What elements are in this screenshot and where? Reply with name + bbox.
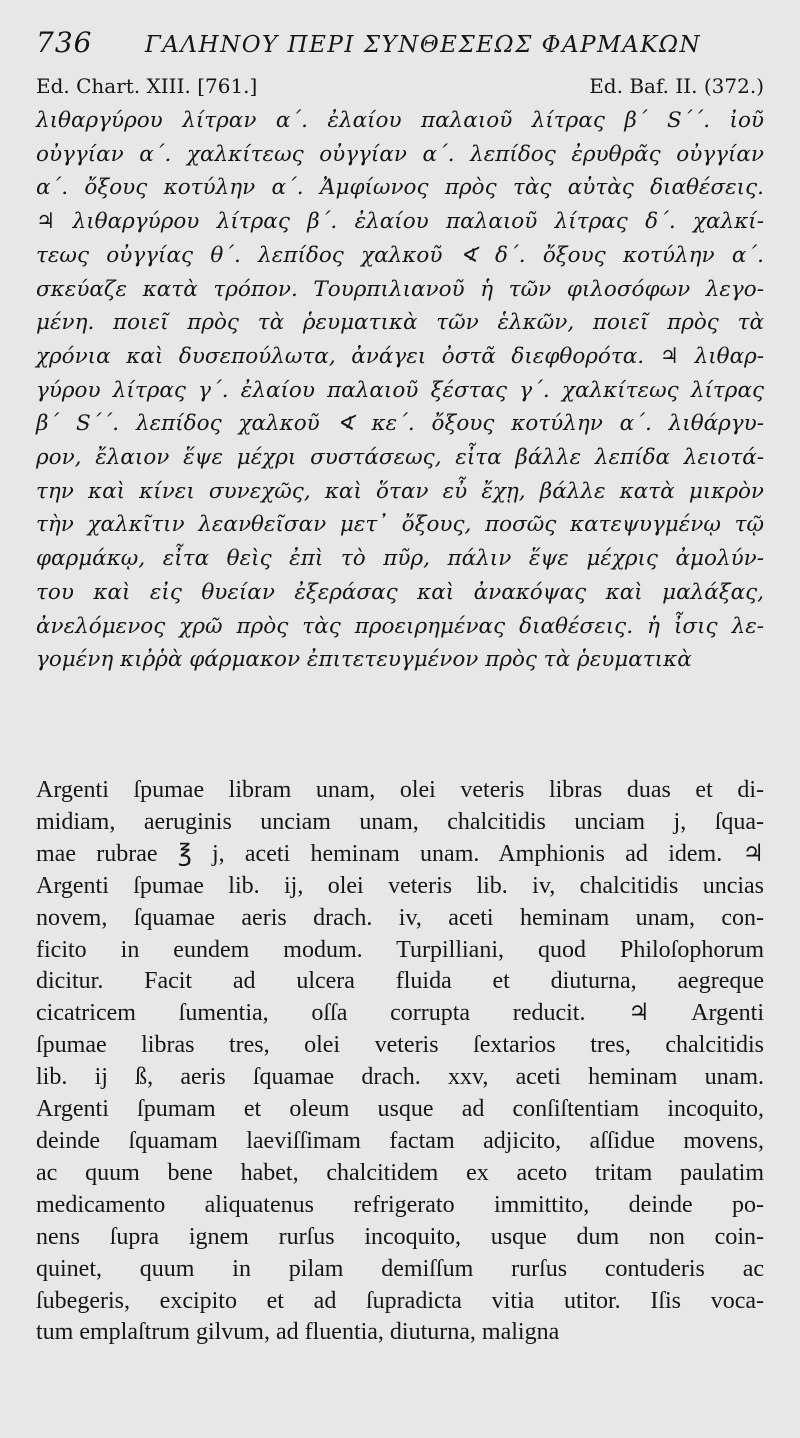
latin-text-line: nens ſupra ignem rurſus incoquito, usque dum non coin- xyxy=(36,1223,764,1250)
latin-text-line: mae rubrae ℥ j, aceti heminam unam. Amphionis ad idem. ♃ xyxy=(36,840,764,867)
greek-text-line: τεως οὐγγίας θ΄. λεπίδος χαλκοῦ ∢ δ΄. ὄξους κοτύλην α΄. xyxy=(36,242,764,268)
edition-left: Ed. Chart. XIII. [761.] xyxy=(36,74,258,98)
greek-text-line: ἀνελόμενος χρῶ πρὸς τὰς προειρημένας διαθέσεις. ἡ ἶσις λε- xyxy=(36,613,764,639)
greek-text-line: γύρου λίτρας γ΄. ἐλαίου παλαιοῦ ξέστας γ΄. χαλκίτεως λίτρας xyxy=(36,377,764,403)
greek-text-line: χρόνια καὶ δυσεπούλωτα, ἀνάγει ὀστᾶ διεφθορότα. ♃ λιθαρ- xyxy=(36,343,764,369)
latin-text-line: ſubegeris, excipito et ad ſupradicta vitia utitor. Iſis voca- xyxy=(36,1287,764,1314)
greek-text-line: γομένη κιῤῥὰ φάρμακον ἐπιτετευγμένον πρὸς τὰ ῥευματικὰ xyxy=(36,647,692,673)
latin-text-line: cicatricem ſumentia, oſſa corrupta reducit. ♃ Argenti xyxy=(36,1000,764,1027)
greek-text-line: μένη. ποιεῖ πρὸς τὰ ῥευματικὰ τῶν ἑλκῶν, ποιεῖ πρὸς τὰ xyxy=(36,310,764,336)
latin-text-line: novem, ſquamae aeris drach. iv, aceti heminam unam, con- xyxy=(36,904,764,931)
running-title: ΓΑΛΗΝΟΥ ΠΕΡΙ ΣΥΝΘΕΣΕΩΣ ΦΑΡΜΑΚΩΝ xyxy=(144,32,702,58)
latin-text-line: ficito in eundem modum. Turpilliani, quod Philoſophorum xyxy=(36,936,764,963)
latin-text-line: Argenti ſpumae libram unam, olei veteris libras duas et di- xyxy=(36,777,764,803)
latin-text-line: medicamento aliquatenus refrigerato immittito, deinde po- xyxy=(36,1191,764,1218)
page-header xyxy=(36,26,760,66)
latin-text-line: ſpumae libras tres, olei veteris ſextarios tres, chalcitidis xyxy=(36,1032,764,1059)
page-number: 736 xyxy=(36,26,93,59)
greek-text-line: την καὶ κίνει συνεχῶς, καὶ ὅταν εὖ ἔχῃ, βάλλε κατὰ μικρὸν xyxy=(36,478,764,504)
greek-text-line: του καὶ εἰς θυείαν ἐξεράσας καὶ ἀνακόψας καὶ μαλάξας, xyxy=(36,579,764,605)
greek-text-line: φαρμάκῳ, εἶτα θεὶς ἐπὶ τὸ πῦρ, πάλιν ἕψε μέχρις ἀμολύν- xyxy=(36,546,764,572)
latin-text-line: Argenti ſpumae lib. ij, olei veteris lib. iv, chalcitidis uncias xyxy=(36,872,764,899)
greek-text-line: ρον, ἔλαιον ἕψε μέχρι συστάσεως, εἶτα βάλλε λεπίδα λειοτά- xyxy=(36,445,764,471)
greek-text-line: ♃ λιθαργύρου λίτρας β΄. ἐλαίου παλαιοῦ λίτρας δ΄. χαλκί- xyxy=(36,209,764,235)
latin-text-line: tum emplaſtrum gilvum, ad fluentia, diuturna, maligna xyxy=(36,1319,560,1346)
latin-text-line: lib. ij ß, aeris ſquamae drach. xxv, aceti heminam unam. xyxy=(36,1064,764,1091)
edition-references xyxy=(36,74,764,104)
greek-text-line: τὴν χαλκῖτιν λεανθεῖσαν μετ᾽ ὄξους, ποσῶς κατεψυγμένῳ τῷ xyxy=(36,512,764,538)
latin-text-line: quinet, quum in pilam demiſſum rurſus contuderis ac xyxy=(36,1255,764,1282)
greek-text-line: α΄. ὄξους κοτύλην α΄. Ἀμφίωνος πρὸς τὰς αὐτὰς διαθέσεις. xyxy=(36,175,764,201)
greek-text-line: σκεύαζε κατὰ τρόπον. Τουρπιλιανοῦ ἡ τῶν φιλοσόφων λεγο- xyxy=(36,276,764,302)
latin-text-line: Argenti ſpumam et oleum usque ad conſiſtentiam incoquito, xyxy=(36,1096,764,1123)
latin-text-line: deinde ſquamam laeviſſimam factam adjicito, aſſidue movens, xyxy=(36,1127,764,1154)
latin-text-block xyxy=(36,775,764,1349)
latin-text-line: ac quum bene habet, chalcitidem ex aceto tritam paulatim xyxy=(36,1159,764,1186)
greek-text-line: λιθαργύρου λίτραν α΄. ἐλαίου παλαιοῦ λίτρας β΄ S΄΄. ἰοῦ xyxy=(36,108,764,133)
greek-text-line: β΄ S΄΄. λεπίδος χαλκοῦ ∢ κε΄. ὄξους κοτύλην α΄. λιθάργυ- xyxy=(36,411,764,437)
latin-text-line: midiam, aeruginis unciam unam, chalcitidis unciam j, ſqua- xyxy=(36,808,764,835)
edition-right: Ed. Baf. II. (372.) xyxy=(589,74,764,98)
greek-text-line: οὐγγίαν α΄. χαλκίτεως οὐγγίαν α΄. λεπίδος ἐρυθρᾶς οὐγγίαν xyxy=(36,141,764,167)
latin-text-line: dicitur. Facit ad ulcera fluida et diuturna, aegreque xyxy=(36,968,764,995)
greek-text-block xyxy=(36,104,764,677)
